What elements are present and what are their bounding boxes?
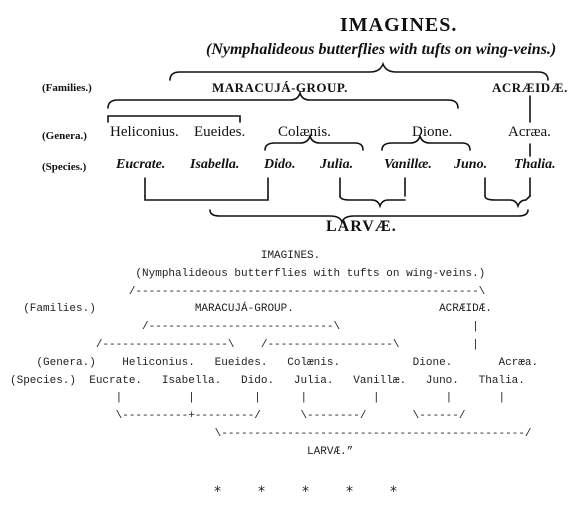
genus-dione: Dione.: [412, 124, 453, 140]
ascii-line: (Nymphalideous butterflies with tufts on wing-veins.): [10, 267, 486, 280]
asterisk: *: [390, 484, 397, 500]
lower-brace-3: [485, 196, 530, 206]
ascii-line: (Genera.) Heliconius. Eueides. Colænis. Dione. Acræa.: [10, 356, 539, 369]
species-eucrate: Eucrate.: [116, 157, 166, 172]
genus-eueides: Eueides.: [194, 124, 246, 140]
asterisk: *: [302, 484, 309, 500]
heliconius-brace: [108, 116, 240, 122]
ascii-line: IMAGINES.: [10, 250, 321, 262]
ascii-line: \----------+---------/ \--------/ \------/: [10, 410, 466, 423]
lower-brace-2: [340, 196, 405, 206]
section-break: [0, 484, 578, 508]
asterisk: *: [214, 484, 221, 500]
row-label-species: (Species.): [42, 161, 87, 173]
family-maracuja: MARACUJÁ-GROUP.: [212, 80, 348, 95]
ascii-line: LARVÆ.”: [10, 445, 354, 458]
species-dido: Dido.: [264, 157, 296, 172]
diagram-title: IMAGINES.: [340, 14, 458, 36]
asterisk: *: [346, 484, 353, 500]
genus-colaenis: Colænis.: [278, 124, 331, 140]
imagines-brace: [170, 64, 548, 80]
species-vanillae: Vanillæ.: [384, 157, 432, 172]
species-julia: Julia.: [320, 157, 354, 172]
ascii-line: /----------------------------\ |: [10, 321, 479, 334]
ascii-diagram-text: [10, 248, 538, 462]
larvae-label: LARVÆ.: [326, 218, 397, 235]
species-thalia: Thalia.: [514, 157, 556, 172]
ascii-transcription: [0, 244, 578, 474]
row-label-genera: (Genera.): [42, 130, 87, 142]
diagram-subtitle: (Nymphalideous butterflies with tufts on wing-veins.): [206, 41, 557, 58]
lower-brace-1: [145, 196, 268, 200]
ascii-line: /-------------------\ /-------------------\ |: [10, 338, 479, 351]
ascii-line: | | | | | | |: [10, 392, 506, 405]
row-label-families: (Families.): [42, 82, 92, 94]
ascii-line: (Species.) Eucrate. Isabella. Dido. Julia. Vanillæ. Juno. Thalia.: [10, 374, 525, 387]
genus-heliconius: Heliconius.: [110, 124, 179, 140]
asterisk: *: [258, 484, 265, 500]
family-acraeidae: ACRÆIDÆ.: [492, 80, 568, 95]
ascii-line: (Families.) MARACUJÁ-GROUP. ACRÆIDÆ.: [10, 303, 492, 316]
printed-diagram: [0, 0, 578, 245]
ascii-line: /----------------------------------------------------\: [10, 285, 486, 298]
genus-acraea: Acræa.: [508, 124, 551, 140]
printed-diagram-connectors: [0, 0, 578, 245]
ascii-line: \----------------------------------------------/: [10, 427, 532, 440]
species-isabella: Isabella.: [190, 157, 240, 172]
species-juno: Juno.: [454, 157, 488, 172]
